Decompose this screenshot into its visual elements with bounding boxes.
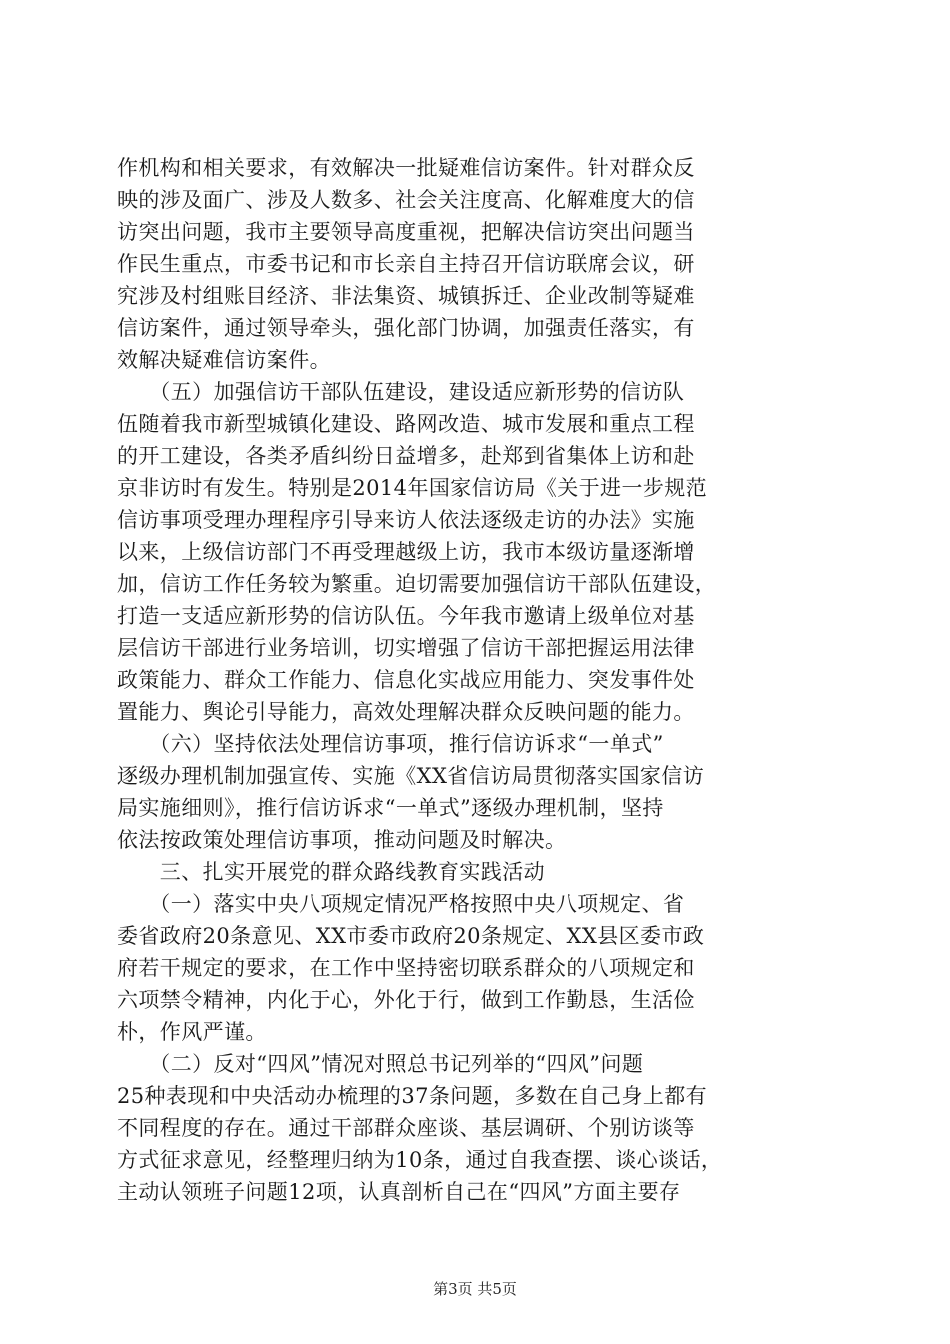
text-line: 逐级办理机制加强宣传、实施《XX省信访局贯彻落实国家信访 xyxy=(117,764,705,788)
text-line: 作民生重点，市委书记和市长亲自主持召开信访联席会议，研 xyxy=(117,252,695,276)
text-line: 访突出问题，我市主要领导高度重视，把解决信访突出问题当 xyxy=(117,220,695,244)
text-line: 政策能力、群众工作能力、信息化实战应用能力、突发事件处 xyxy=(117,668,695,692)
text-line: （五）加强信访干部队伍建设，建设适应新形势的信访队 xyxy=(117,380,685,404)
text-line: 置能力、舆论引导能力，高效处理解决群众反映问题的能力。 xyxy=(117,700,695,724)
text-line: （一）落实中央八项规定情况严格按照中央八项规定、省 xyxy=(117,892,685,916)
body-text xyxy=(117,152,837,1208)
text-line: 打造一支适应新形势的信访队伍。今年我市邀请上级单位对基 xyxy=(117,604,695,628)
text-line: （二）反对“四风”情况对照总书记列举的“四风”问题 xyxy=(117,1052,644,1076)
text-line: 以来，上级信访部门不再受理越级上访，我市本级访量逐渐增 xyxy=(117,540,695,564)
text-line: 委省政府20条意见、XX市委市政府20条规定、XX县区委市政 xyxy=(117,924,705,948)
text-line: 层信访干部进行业务培训，切实增强了信访干部把握运用法律 xyxy=(117,636,695,660)
text-line: 效解决疑难信访案件。 xyxy=(117,348,331,372)
text-line: 三、扎实开展党的群众路线教育实践活动 xyxy=(117,860,545,884)
text-line: 不同程度的存在。通过干部群众座谈、基层调研、个别访谈等 xyxy=(117,1116,695,1140)
text-line: 主动认领班子问题12项，认真剖析自己在“四风”方面主要存 xyxy=(117,1180,681,1204)
text-line: 依法按政策处理信访事项，推动问题及时解决。 xyxy=(117,828,567,852)
text-line: 信访事项受理办理程序引导来访人依法逐级走访的办法》实施 xyxy=(117,508,695,532)
text-line: 究涉及村组账目经济、非法集资、城镇拆迁、企业改制等疑难 xyxy=(117,284,695,308)
text-line: 作机构和相关要求，有效解决一批疑难信访案件。针对群众反 xyxy=(117,156,695,180)
page-footer: 第3页 共5页 xyxy=(433,1280,517,1298)
text-line: 局实施细则》，推行信访诉求“一单式”逐级办理机制，坚持 xyxy=(117,796,664,820)
text-line: （六）坚持依法处理信访事项，推行信访诉求“一单式” xyxy=(117,732,664,756)
text-line: 加，信访工作任务较为繁重。迫切需要加强信访干部队伍建设， xyxy=(117,572,717,596)
text-line: 府若干规定的要求，在工作中坚持密切联系群众的八项规定和 xyxy=(117,956,695,980)
text-line: 朴，作风严谨。 xyxy=(117,1020,267,1044)
text-line: 的开工建设，各类矛盾纠纷日益增多，赴郑到省集体上访和赴 xyxy=(117,444,695,468)
text-line: 映的涉及面广、涉及人数多、社会关注度高、化解难度大的信 xyxy=(117,188,695,212)
text-line: 信访案件，通过领导牵头，强化部门协调，加强责任落实，有 xyxy=(117,316,695,340)
text-line: 25种表现和中央活动办梳理的37条问题，多数在自己身上都有 xyxy=(117,1084,708,1108)
text-line: 方式征求意见，经整理归纳为10条，通过自我查摆、谈心谈话， xyxy=(117,1148,723,1172)
text-line: 伍随着我市新型城镇化建设、路网改造、城市发展和重点工程 xyxy=(117,412,695,436)
text-line: 京非访时有发生。特别是2014年国家信访局《关于进一步规范 xyxy=(117,476,708,500)
text-line: 六项禁令精神，内化于心，外化于行，做到工作勤恳，生活俭 xyxy=(117,988,695,1012)
